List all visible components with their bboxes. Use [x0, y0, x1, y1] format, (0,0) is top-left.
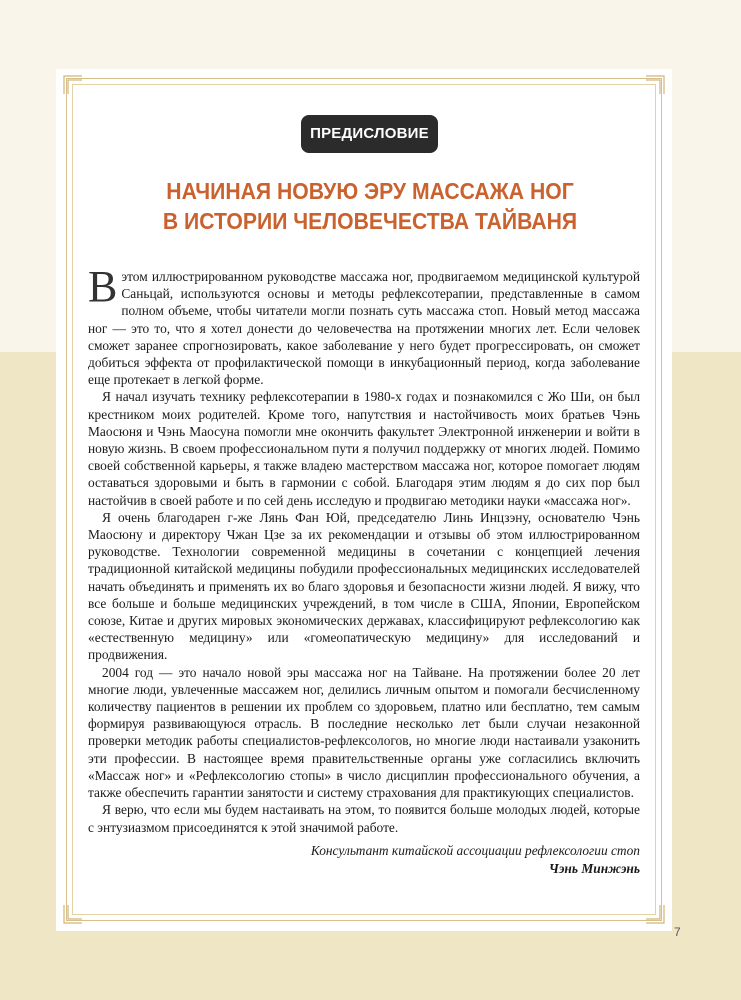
chapter-title-line-1: НАЧИНАЯ НОВУЮ ЭРУ МАССАЖА НОГ: [166, 178, 574, 204]
paragraph-4: 2004 год — это начало новой эры массажа ног на Тайване. На протяжении более 20 лет многие люди, увлеченные массажем ног, делились личным опытом и помогали бесчисленному количеству пациентов в решении их проблем со здоровьем, платно или бесплатно, тем самым формируя развивающуюся отрасль. В последние несколько лет были случаи незаконной проверки методик работы специалистов-рефлексологов, но многие люди настаивали узаконить эти профессии. В настоящее время правительственные органы уже согласились включить «Массаж ног» и «Рефлексологию стопы» в число дисциплин профессионального обучения, а также обеспечить гарантии занятости и систему страхования для практикующих специалистов.: [88, 664, 640, 801]
paragraph-5: Я верю, что если мы будем настаивать на этом, то появится больше молодых людей, которые с энтузиазмом присоединятся к этой значимой работе.: [88, 802, 640, 835]
chapter-title: [122, 176, 619, 236]
signature-block: [260, 842, 640, 878]
body-text: [88, 262, 640, 836]
page-number: 7: [674, 925, 681, 939]
chapter-title-line-2: В ИСТОРИИ ЧЕЛОВЕЧЕСТВА ТАЙВАНЯ: [162, 208, 578, 234]
paragraph-1-text: этом иллюстрированном руководстве массажа ног, продвигаемом медицинской культурой Саньцай, используются основы и методы рефлексотерапии, представленные в самом полном объеме, чтобы читатели могли познать суть массажа стоп. Новый метод массажа ног — это то, что я хотел донести до человечества на протяжении многих лет. Если человек сможет заранее спрогнозировать, какое заболевание у него будет прогрессировать, он сможет добиться эффекта от профилактической помощи в инкубационный период, когда заболевание еще протекает в легкой форме.: [88, 269, 640, 388]
paragraph-3: Я очень благодарен г-же Лянь Фан Юй, председателю Линь Инцзэну, основателю Чэнь Маосюну и директору Чжан Цзе за их рекомендации и отзывы об этом иллюстрированном руководстве. Технологии современной медицины в сочетании с концепцией лечения традиционной китайской медицины побудили профессиональных медицинских исследователей начать объединять и применять их во благо здоровья и безопасности жизни людей. Я вижу, что все больше и больше медицинских учреждений, в том числе в США, Японии, Европейском союзе, Китае и других мировых экономических державах, классифицируют рефлексологию как «естественную медицину» или «гомеопатическую медицину» для исследований и продвижения.: [88, 509, 640, 663]
corner-ornament-bottom-left: [62, 903, 84, 925]
corner-ornament-top-left: [62, 74, 84, 96]
signature-name: Чэнь Минжэнь: [548, 861, 640, 876]
drop-cap: В: [88, 262, 118, 311]
signature-role: Консультант китайской ассоциации рефлексологии стоп: [310, 843, 640, 858]
corner-ornament-bottom-right: [644, 903, 666, 925]
section-badge: ПРЕДИСЛОВИЕ: [301, 115, 438, 153]
paragraph-2: Я начал изучать технику рефлексотерапии в 1980-х годах и познакомился с Жо Ши, он был крестником моих родителей. Кроме того, напутствия и настойчивость моих братьев Чэнь Маосюня и Чэнь Маосуна помогли мне окончить факультет Электронной инженерии и войти в новую жизнь. В своем профессиональном пути я получил поддержку от многих людей. Помимо своей собственной карьеры, я также владею мастерством массажа ног, которое помогает людям оставаться здоровыми и быть в гармонии с собой. Благодаря этим людям я до сих пор был настойчив в своей работе и по сей день исследую и продвигаю методики науки «массажа ног».: [88, 389, 640, 508]
corner-ornament-top-right: [644, 74, 666, 96]
paragraph-1: [88, 262, 640, 388]
